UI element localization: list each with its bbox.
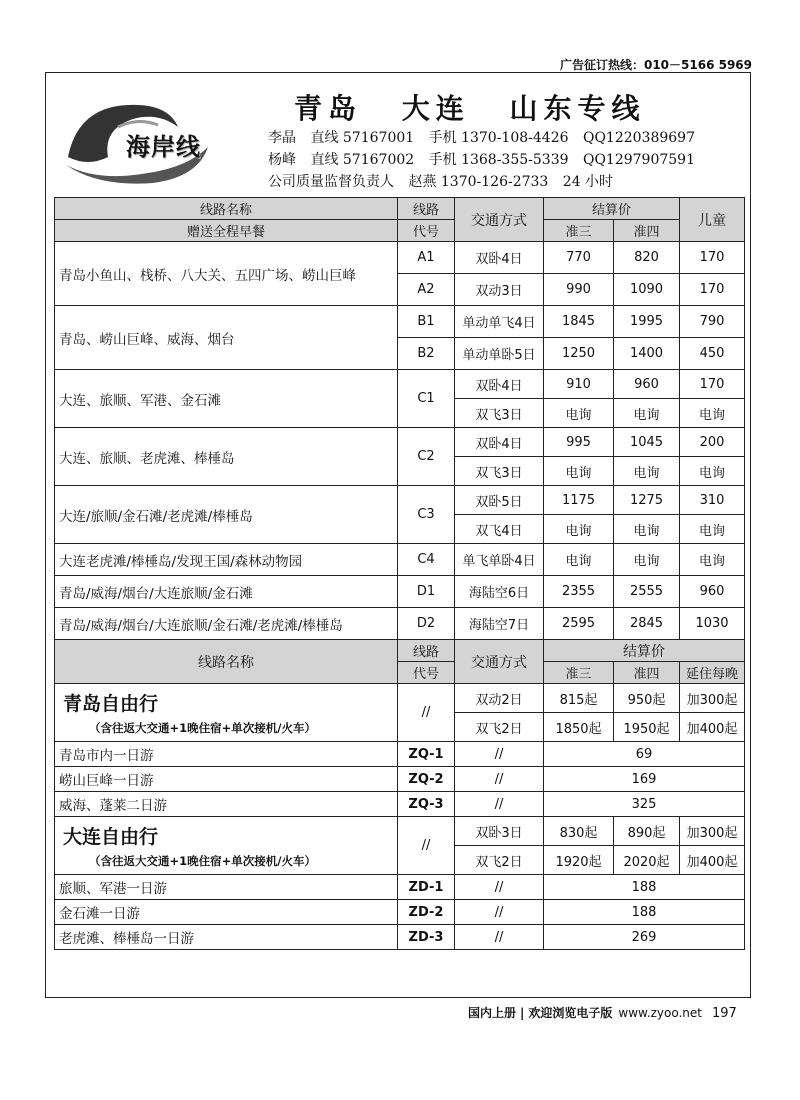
route-code: B1 — [398, 306, 455, 338]
price-std4: 2845 — [614, 608, 680, 640]
transport: 单动单卧5日 — [455, 338, 544, 370]
route-name: 大连、旅顺、老虎滩、棒棰岛 — [55, 428, 398, 486]
price-std3: 1850起 — [544, 713, 614, 742]
route-code: // — [398, 684, 455, 742]
table-row — [55, 486, 745, 515]
price-std4: 950起 — [614, 684, 680, 713]
price-extra-night: 加300起 — [680, 817, 745, 846]
header-price: 结算价 — [544, 640, 745, 662]
page-footer — [468, 1004, 737, 1021]
price-std3: 电询 — [544, 515, 614, 544]
contact-direct: 直线 57167002 — [310, 152, 415, 168]
price-std4: 电询 — [614, 457, 680, 486]
price: 188 — [544, 875, 745, 900]
headline-qingdao: 青岛 — [294, 92, 363, 125]
price-table — [54, 197, 745, 950]
price: 325 — [544, 792, 745, 817]
qingdao-free-travel — [55, 684, 398, 742]
contact-mobile: 手机 1368-355-5339 — [428, 152, 569, 168]
header-child: 儿童 — [680, 198, 745, 242]
price-child: 1030 — [680, 608, 745, 640]
route-code: // — [398, 817, 455, 875]
route-code: ZQ-1 — [398, 742, 455, 767]
table-row — [55, 684, 745, 713]
table-row — [55, 767, 745, 792]
header-route: 线路名称 — [55, 198, 398, 220]
header-std3: 准三 — [544, 662, 614, 684]
route-code: C4 — [398, 544, 455, 576]
route-code: D1 — [398, 576, 455, 608]
route-code: ZD-1 — [398, 875, 455, 900]
price: 69 — [544, 742, 745, 767]
price-child: 电询 — [680, 515, 745, 544]
ad-hotline: 广告征订热线：010－5166 5969 — [559, 58, 752, 72]
transport: // — [455, 900, 544, 925]
route-name: 大连老虎滩/棒棰岛/发现王国/森林动物园 — [55, 544, 398, 576]
price-std3: 2595 — [544, 608, 614, 640]
transport: 双飞2日 — [455, 846, 544, 875]
price-std3: 电询 — [544, 544, 614, 576]
price-std3: 815起 — [544, 684, 614, 713]
transport: 双飞3日 — [455, 457, 544, 486]
route-code: C3 — [398, 486, 455, 544]
free-travel-note: （含往返大交通+1晚住宿+单次接机/火车） — [89, 854, 316, 868]
contact-quality — [268, 171, 623, 191]
contact-mobile: 手机 1370-108-4426 — [428, 130, 569, 146]
transport: 海陆空7日 — [455, 608, 544, 640]
route-name: 崂山巨峰一日游 — [55, 767, 398, 792]
route-name: 金石滩一日游 — [55, 900, 398, 925]
price-std3: 1250 — [544, 338, 614, 370]
headline-shandong: 山东专线 — [509, 92, 646, 125]
price-std4: 电询 — [614, 399, 680, 428]
transport: 双卧4日 — [455, 428, 544, 457]
contact-name: 李晶 — [268, 130, 296, 146]
header-code1: 线路 — [398, 198, 455, 220]
price-child: 电询 — [680, 457, 745, 486]
header-std3: 准三 — [544, 220, 614, 242]
transport: 双卧3日 — [455, 817, 544, 846]
price-std3: 1175 — [544, 486, 614, 515]
price-std4: 电询 — [614, 515, 680, 544]
table-row — [55, 817, 745, 846]
table-row — [55, 242, 745, 274]
header-std4: 准四 — [614, 220, 680, 242]
price-child: 200 — [680, 428, 745, 457]
price-child: 170 — [680, 242, 745, 274]
contact-direct: 直线 57167001 — [310, 130, 415, 146]
price-std3: 1845 — [544, 306, 614, 338]
headline-dalian: 大连 — [401, 92, 470, 125]
header-std4: 准四 — [614, 662, 680, 684]
route-code: A2 — [398, 274, 455, 306]
price-std3: 2355 — [544, 576, 614, 608]
price-std3: 995 — [544, 428, 614, 457]
contact-yang-feng — [268, 149, 705, 169]
price-std4: 1275 — [614, 486, 680, 515]
price-child: 310 — [680, 486, 745, 515]
price-std4: 1400 — [614, 338, 680, 370]
price-child: 450 — [680, 338, 745, 370]
price: 188 — [544, 900, 745, 925]
table-row — [55, 428, 745, 457]
transport: 单飞单卧4日 — [455, 544, 544, 576]
header-transport: 交通方式 — [455, 198, 544, 242]
contact-name: 杨峰 — [268, 152, 296, 168]
price-std3: 990 — [544, 274, 614, 306]
price-std4: 电询 — [614, 544, 680, 576]
table-row — [55, 608, 745, 640]
price-std3: 1920起 — [544, 846, 614, 875]
price-std3: 830起 — [544, 817, 614, 846]
header-route-sub: 赠送全程早餐 — [55, 220, 398, 242]
table-row — [55, 370, 745, 399]
price-child: 790 — [680, 306, 745, 338]
contact-li-jing — [268, 127, 705, 147]
transport: 双飞3日 — [455, 399, 544, 428]
transport: 海陆空6日 — [455, 576, 544, 608]
route-code: B2 — [398, 338, 455, 370]
free-travel-title: 大连自由行 — [63, 826, 159, 848]
logo-text: 海岸线 — [126, 132, 201, 161]
header-code2: 代号 — [398, 662, 455, 684]
transport: 单动单飞4日 — [455, 306, 544, 338]
header-code1: 线路 — [398, 640, 455, 662]
transport: // — [455, 925, 544, 950]
route-code: ZQ-3 — [398, 792, 455, 817]
contact-role: 公司质量监督负责人 — [268, 174, 394, 190]
route-name: 威海、蓬莱二日游 — [55, 792, 398, 817]
footer-divider: | — [520, 1006, 525, 1020]
free-travel-title: 青岛自由行 — [63, 693, 159, 715]
route-code: A1 — [398, 242, 455, 274]
price-child: 170 — [680, 370, 745, 399]
transport: // — [455, 792, 544, 817]
transport: 双飞2日 — [455, 713, 544, 742]
transport: 双动2日 — [455, 684, 544, 713]
price-extra-night: 加300起 — [680, 684, 745, 713]
route-code: C2 — [398, 428, 455, 486]
price-child: 电询 — [680, 544, 745, 576]
price-std4: 820 — [614, 242, 680, 274]
contact-qq: QQ1297907591 — [582, 152, 695, 168]
price-std3: 电询 — [544, 457, 614, 486]
contact-qq: QQ1220389697 — [582, 130, 695, 146]
route-code: ZQ-2 — [398, 767, 455, 792]
price-std3: 电询 — [544, 399, 614, 428]
transport: 双卧5日 — [455, 486, 544, 515]
header-extra-night: 延住每晚 — [680, 662, 745, 684]
route-name: 旅顺、军港一日游 — [55, 875, 398, 900]
route-code: ZD-3 — [398, 925, 455, 950]
table-row — [55, 900, 745, 925]
footer-book: 国内上册 — [468, 1006, 517, 1020]
transport: 双飞4日 — [455, 515, 544, 544]
price-extra-night: 加400起 — [680, 846, 745, 875]
table2-header-row — [55, 640, 745, 662]
logo — [58, 87, 248, 187]
route-name: 老虎滩、棒棰岛一日游 — [55, 925, 398, 950]
price-std3: 910 — [544, 370, 614, 399]
price-child: 960 — [680, 576, 745, 608]
route-name: 青岛/威海/烟台/大连旅顺/金石滩/老虎滩/棒棰岛 — [55, 608, 398, 640]
price-tables — [54, 197, 744, 950]
page-frame — [45, 72, 751, 998]
transport: // — [455, 875, 544, 900]
transport: 双卧4日 — [455, 242, 544, 274]
header-code2: 代号 — [398, 220, 455, 242]
header-route: 线路名称 — [55, 640, 398, 684]
header — [46, 73, 749, 197]
header-transport: 交通方式 — [455, 640, 544, 684]
price-std3: 770 — [544, 242, 614, 274]
price-std4: 1045 — [614, 428, 680, 457]
price-std4: 1090 — [614, 274, 680, 306]
price-std4: 2555 — [614, 576, 680, 608]
table-row — [55, 792, 745, 817]
header-price: 结算价 — [544, 198, 680, 220]
contact-hours: 24 小时 — [562, 174, 614, 190]
route-code: ZD-2 — [398, 900, 455, 925]
contact-zhao-yan: 赵燕 1370-126-2733 — [408, 174, 549, 190]
dalian-free-travel — [55, 817, 398, 875]
price: 269 — [544, 925, 745, 950]
table-row — [55, 925, 745, 950]
route-name: 青岛小鱼山、栈桥、八大关、五四广场、崂山巨峰 — [55, 242, 398, 306]
price-std4: 2020起 — [614, 846, 680, 875]
route-name: 大连/旅顺/金石滩/老虎滩/棒棰岛 — [55, 486, 398, 544]
price-std4: 1950起 — [614, 713, 680, 742]
headline — [294, 87, 670, 127]
footer-url[interactable]: www.zyoo.net — [618, 1006, 702, 1020]
price: 169 — [544, 767, 745, 792]
route-name: 青岛/威海/烟台/大连旅顺/金石滩 — [55, 576, 398, 608]
price-extra-night: 加400起 — [680, 713, 745, 742]
table-row — [55, 306, 745, 338]
price-child: 170 — [680, 274, 745, 306]
table-row — [55, 875, 745, 900]
transport: 双卧4日 — [455, 370, 544, 399]
route-name: 青岛、崂山巨峰、威海、烟台 — [55, 306, 398, 370]
route-code: D2 — [398, 608, 455, 640]
table1-header-row — [55, 198, 745, 220]
page-number: 197 — [711, 1006, 737, 1021]
transport: // — [455, 767, 544, 792]
table1-header-row — [55, 220, 745, 242]
price-child: 电询 — [680, 399, 745, 428]
table-row — [55, 576, 745, 608]
table-row — [55, 742, 745, 767]
route-code: C1 — [398, 370, 455, 428]
free-travel-note: （含往返大交通+1晚住宿+单次接机/火车） — [89, 721, 316, 735]
price-std4: 1995 — [614, 306, 680, 338]
footer-welcome: 欢迎浏览电子版 — [528, 1006, 613, 1020]
transport: 双动3日 — [455, 274, 544, 306]
price-std4: 960 — [614, 370, 680, 399]
route-name: 大连、旅顺、军港、金石滩 — [55, 370, 398, 428]
route-name: 青岛市内一日游 — [55, 742, 398, 767]
transport: // — [455, 742, 544, 767]
price-std4: 890起 — [614, 817, 680, 846]
table-row — [55, 544, 745, 576]
